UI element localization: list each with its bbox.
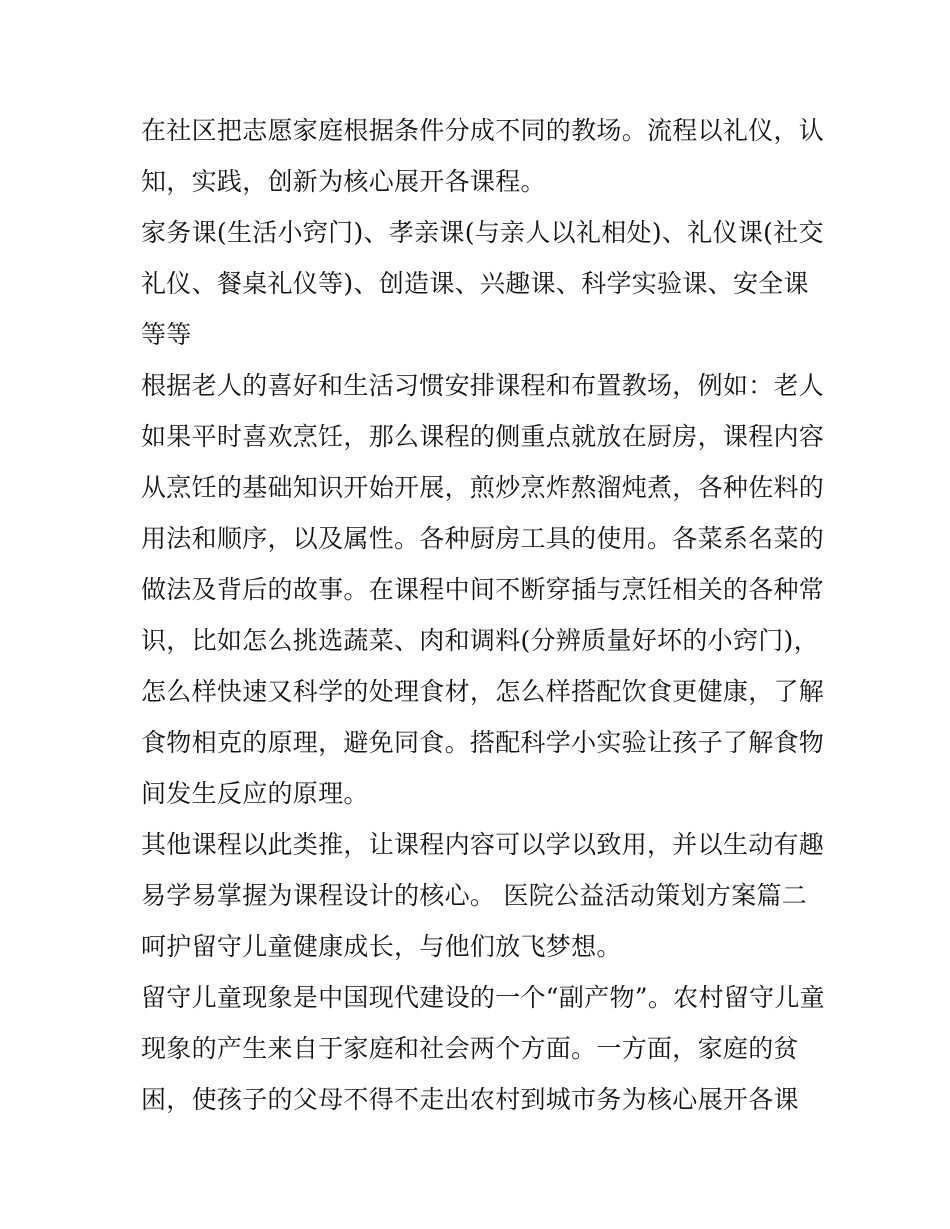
text-line: 呵护留守儿童健康成长，与他们放飞梦想。 [141, 932, 622, 961]
text-line: 做法及背后的故事。在课程中间不断穿插与烹饪相关的各种常 [141, 575, 825, 604]
text-line: 易学易掌握为课程设计的核心。 医院公益活动策划方案篇二 [141, 881, 808, 910]
text-line: 从烹饪的基础知识开始开展，煎炒烹炸熬溜炖煮，各种佐料的 [141, 473, 825, 502]
text-line: 怎么样快速又科学的处理食材，怎么样搭配饮食更健康，了解 [141, 677, 825, 706]
paragraph-2 [141, 207, 824, 360]
text-line: 等等 [141, 320, 192, 349]
text-line: 识，比如怎么挑选蔬菜、肉和调料(分辨质量好坏的小窍门)， [141, 626, 819, 655]
text-line: 礼仪、餐桌礼仪等)、创造课、兴趣课、科学实验课、安全课 [141, 269, 809, 298]
document-body [141, 105, 825, 1125]
text-line: 间发生反应的原理。 [141, 779, 369, 808]
text-line: 家务课(生活小窍门)、孝亲课(与亲人以礼相处)、礼仪课(社交 [141, 218, 824, 247]
text-line: 困，使孩子的父母不得不走出农村到城市务为核心展开各课 [141, 1085, 799, 1114]
text-line: 其他课程以此类推，让课程内容可以学以致用，并以生动有趣 [141, 830, 825, 859]
text-line: 食物相克的原理，避免同食。搭配科学小实验让孩子了解食物 [141, 728, 825, 757]
text-line: 如果平时喜欢烹饪，那么课程的侧重点就放在厨房，课程内容 [141, 422, 825, 451]
text-line: 用法和顺序，以及属性。各种厨房工具的使用。各菜系名菜的 [141, 524, 825, 553]
text-line: 留守儿童现象是中国现代建设的一个“副产物”。农村留守儿童 [141, 983, 825, 1012]
text-line: 知，实践，创新为核心展开各课程。 [141, 167, 546, 196]
text-line: 根据老人的喜好和生活习惯安排课程和布置教场，例如：老人 [141, 371, 825, 400]
paragraph-3 [141, 360, 825, 819]
text-line: 现象的产生来自于家庭和社会两个方面。一方面，家庭的贫 [141, 1034, 799, 1063]
paragraph-5 [141, 972, 825, 1125]
text-line: 在社区把志愿家庭根据条件分成不同的教场。流程以礼仪，认 [141, 116, 825, 145]
paragraph-4 [141, 819, 825, 972]
paragraph-1 [141, 105, 825, 207]
